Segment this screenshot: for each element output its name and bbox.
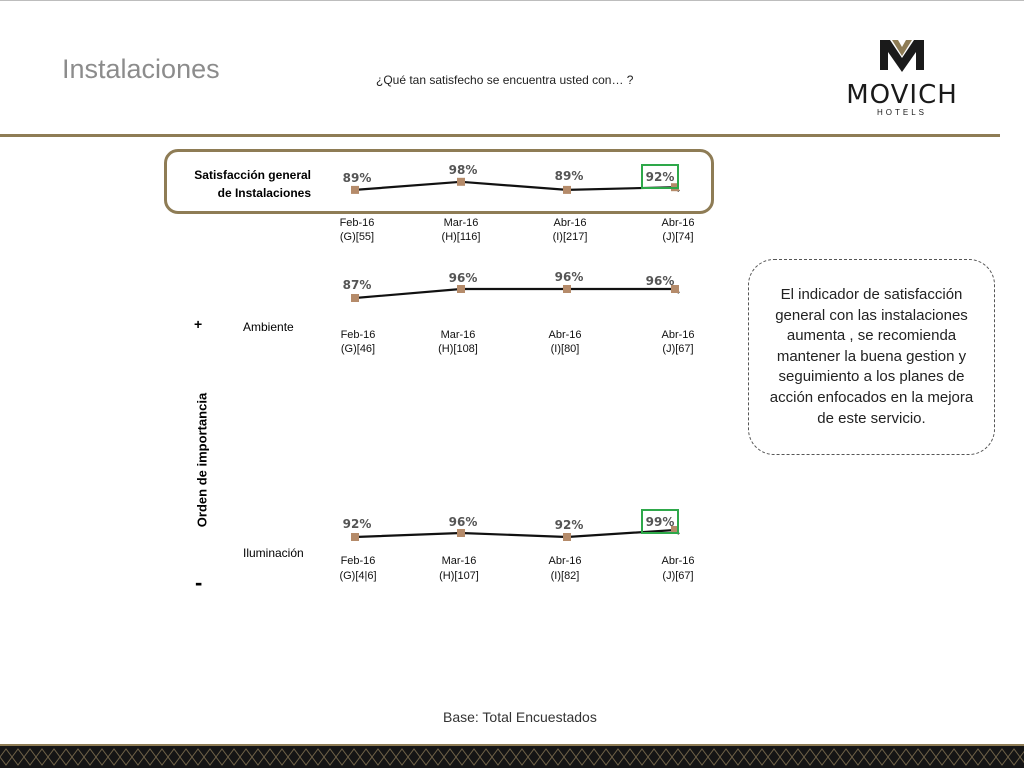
category-sublabel: (J)[74]	[662, 231, 694, 243]
data-label: 96%	[448, 515, 478, 529]
footer-diamond	[48, 749, 60, 765]
footer-diamond	[492, 749, 504, 765]
footer-diamond	[552, 749, 564, 765]
data-point	[563, 186, 571, 194]
category-label: Feb-16	[340, 555, 376, 567]
footer-diamond	[432, 749, 444, 765]
footer-diamond	[120, 749, 132, 765]
data-label: 92%	[342, 517, 372, 531]
data-point	[563, 285, 571, 293]
footer-diamond	[648, 749, 660, 765]
footer-diamond	[420, 749, 432, 765]
footer-diamond	[540, 749, 552, 765]
footer-diamond	[180, 749, 192, 765]
category-label: Mar-16	[443, 217, 479, 229]
footer-diamond	[132, 749, 144, 765]
category-sublabel: (G)[4|6]	[339, 570, 377, 582]
category-label: Mar-16	[440, 329, 476, 341]
footer-diamond	[564, 749, 576, 765]
footer-diamond	[840, 749, 852, 765]
footer-diamond	[804, 749, 816, 765]
footer-diamond	[1020, 749, 1024, 765]
footer-diamond	[144, 749, 156, 765]
insight-callout-text: El indicador de satisfacción general con las instalaciones aumenta , se recomienda mantener la buena gestion y seguimiento a los planes de acción enfocados en la mejora de este servicio.	[769, 286, 974, 427]
footer-diamond	[888, 749, 900, 765]
category-label: Abr-16	[553, 217, 587, 229]
logo-wordmark: MOVICH	[846, 80, 958, 110]
footer-diamond	[612, 749, 624, 765]
category-sublabel: (I)[80]	[550, 343, 580, 355]
footer-diamond	[768, 749, 780, 765]
footer-diamond	[792, 749, 804, 765]
footer-diamond	[672, 749, 684, 765]
series-line	[355, 289, 679, 298]
footer-diamond	[228, 749, 240, 765]
data-label: 99%	[645, 515, 675, 529]
footer-diamond	[252, 749, 264, 765]
base-note: Base: Total Encuestados	[443, 709, 597, 725]
footer-diamond	[696, 749, 708, 765]
data-point	[457, 178, 465, 186]
footer-diamond	[600, 749, 612, 765]
footer-diamond	[708, 749, 720, 765]
data-point	[457, 529, 465, 537]
category-label: Abr-16	[548, 329, 582, 341]
footer-diamond	[216, 749, 228, 765]
footer-diamond	[312, 749, 324, 765]
footer-diamond	[468, 749, 480, 765]
footer-diamond	[996, 749, 1008, 765]
footer-diamond	[240, 749, 252, 765]
category-label: Abr-16	[661, 217, 695, 229]
footer-diamond	[204, 749, 216, 765]
data-label: 87%	[342, 278, 372, 292]
footer-diamond	[156, 749, 168, 765]
category-sublabel: (G)[46]	[340, 343, 376, 355]
footer-diamond	[0, 749, 12, 765]
importance-axis-label: Orden de importancia	[194, 392, 210, 528]
data-label: 89%	[342, 171, 372, 185]
category-label: Abr-16	[661, 329, 695, 341]
footer-diamond	[984, 749, 996, 765]
category-sublabel: (H)[108]	[438, 343, 478, 355]
category-label: Feb-16	[340, 329, 376, 341]
category-sublabel: (H)[116]	[441, 231, 481, 243]
footer-diamond	[84, 749, 96, 765]
footer-diamond	[864, 749, 876, 765]
footer-diamond	[300, 749, 312, 765]
footer-diamond	[816, 749, 828, 765]
footer-diamond	[576, 749, 588, 765]
footer-diamond	[96, 749, 108, 765]
footer-diamond	[852, 749, 864, 765]
footer-diamond	[60, 749, 72, 765]
footer-diamond	[660, 749, 672, 765]
ambiente-label: Ambiente	[243, 320, 294, 334]
footer-diamond	[360, 749, 372, 765]
importance-minus: -	[195, 570, 203, 595]
data-label: 96%	[448, 271, 478, 285]
data-label: 96%	[645, 274, 675, 288]
footer-diamond	[756, 749, 768, 765]
footer-diamond	[192, 749, 204, 765]
importance-plus: +	[194, 316, 203, 332]
footer-diamond	[780, 749, 792, 765]
category-sublabel: (J)[67]	[662, 343, 694, 355]
general-satisfaction-label-line1: Satisfacción general	[194, 168, 311, 182]
footer-diamond	[900, 749, 912, 765]
footer-diamond	[36, 749, 48, 765]
series-line	[355, 182, 679, 191]
footer-diamond	[480, 749, 492, 765]
data-point	[351, 533, 359, 541]
general-satisfaction-label-line2: de Instalaciones	[217, 186, 311, 200]
footer-diamond	[528, 749, 540, 765]
footer-diamond	[288, 749, 300, 765]
footer-pattern	[0, 746, 1024, 768]
footer-diamond	[876, 749, 888, 765]
footer-diamond	[168, 749, 180, 765]
category-label: Mar-16	[441, 555, 477, 567]
footer-diamond	[324, 749, 336, 765]
footer-diamond	[636, 749, 648, 765]
footer-diamond	[948, 749, 960, 765]
data-point	[563, 533, 571, 541]
category-label: Feb-16	[339, 217, 375, 229]
footer-diamond	[384, 749, 396, 765]
data-label: 89%	[554, 169, 584, 183]
data-label: 92%	[645, 170, 675, 184]
footer-diamond	[972, 749, 984, 765]
footer-diamond	[720, 749, 732, 765]
iluminacion-label: Iluminación	[243, 546, 304, 560]
footer-diamond	[912, 749, 924, 765]
footer-diamond	[732, 749, 744, 765]
footer-diamond	[12, 749, 24, 765]
footer-diamond	[24, 749, 36, 765]
data-point	[351, 294, 359, 302]
footer-diamond	[444, 749, 456, 765]
footer-diamond	[684, 749, 696, 765]
category-sublabel: (H)[107]	[439, 570, 479, 582]
footer-diamond	[372, 749, 384, 765]
footer-diamond	[348, 749, 360, 765]
footer-diamond	[456, 749, 468, 765]
footer-diamond	[72, 749, 84, 765]
logo-subtitle: HOTELS	[876, 108, 927, 117]
data-point	[351, 186, 359, 194]
data-label: 96%	[554, 270, 584, 284]
footer-diamond	[960, 749, 972, 765]
footer-diamond	[396, 749, 408, 765]
footer-diamond	[336, 749, 348, 765]
category-label: Abr-16	[548, 555, 582, 567]
category-sublabel: (J)[67]	[662, 570, 694, 582]
page-title: Instalaciones	[62, 54, 220, 84]
category-sublabel: (G)[55]	[339, 231, 375, 243]
category-sublabel: (I)[82]	[550, 570, 580, 582]
footer-diamond	[828, 749, 840, 765]
data-label: 98%	[448, 163, 478, 177]
footer-diamond	[408, 749, 420, 765]
footer-diamond	[108, 749, 120, 765]
series-line	[355, 530, 679, 537]
footer-diamond	[924, 749, 936, 765]
footer-diamond	[588, 749, 600, 765]
footer-diamond	[276, 749, 288, 765]
category-sublabel: (I)[217]	[552, 231, 588, 243]
survey-question: ¿Qué tan satisfecho se encuentra usted con… ?	[376, 73, 634, 87]
footer-diamond	[624, 749, 636, 765]
footer-diamond	[936, 749, 948, 765]
footer-diamond	[264, 749, 276, 765]
category-label: Abr-16	[661, 555, 695, 567]
footer-diamond	[516, 749, 528, 765]
data-point	[457, 285, 465, 293]
data-label: 92%	[554, 518, 584, 532]
footer-diamond-pattern	[0, 746, 1024, 768]
footer-diamond	[744, 749, 756, 765]
footer-diamond	[504, 749, 516, 765]
footer-diamond	[1008, 749, 1020, 765]
